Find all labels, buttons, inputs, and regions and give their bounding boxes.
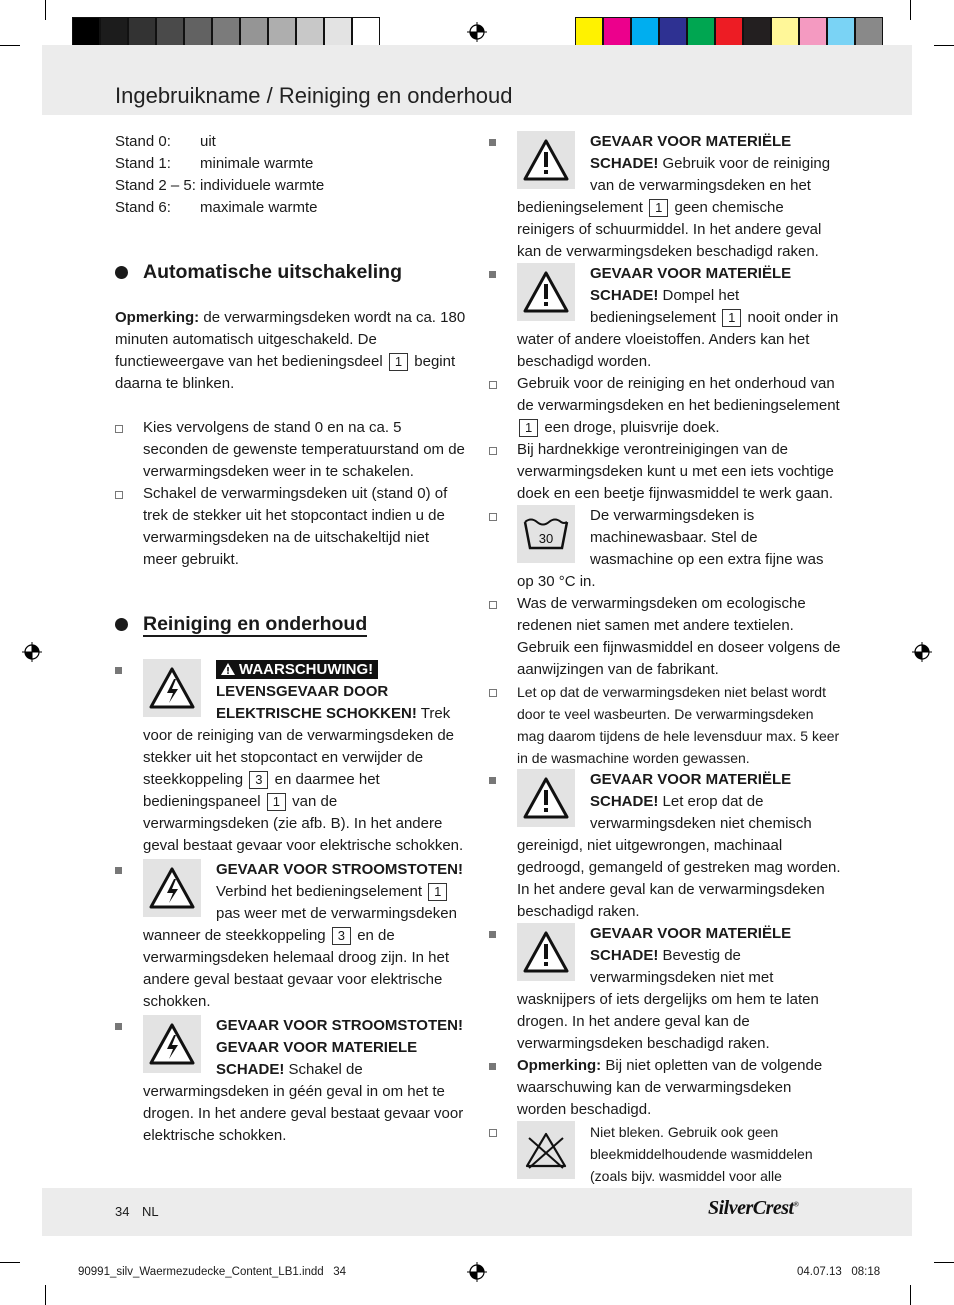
- crop-mark: [45, 1285, 46, 1305]
- warning-item: GEVAAR VOOR MATERIËLE SCHADE! Dompel het bedieningselement 1 nooit onder in water of andere vloeistoffen. Anders kan het beschadigd worden.: [489, 263, 841, 373]
- color-swatch: [575, 17, 603, 47]
- caution-warning-icon: [517, 923, 575, 981]
- checkbox-bullet-icon: [489, 1129, 497, 1137]
- right-column: [489, 131, 841, 1209]
- bullet-dot-icon: [115, 618, 128, 631]
- checkbox-bullet-icon: [489, 447, 497, 455]
- ref-number: 1: [267, 793, 286, 811]
- crop-mark: [0, 1262, 20, 1263]
- color-swatch: [324, 17, 352, 47]
- color-swatch: [855, 17, 883, 47]
- list-item: Bij hardnekkige verontreinigingen van de verwarmingsdeken kunt u met een iets vochtige doek en een beetje fijnwasmiddel te werk gaan.: [489, 439, 841, 505]
- list-item: Kies vervolgens de stand 0 en na ca. 5 seconden de gewenste temperatuurstand om de verwarmingsdeken weer in te schakelen.: [115, 417, 467, 483]
- color-swatch: [184, 17, 212, 47]
- auto-note: Opmerking: de verwarmingsdeken wordt na ca. 180 minuten automatisch uitgeschakeld. De functieweergave van het bedieningsdeel 1 begint daarna te blinken.: [115, 309, 466, 392]
- color-swatch: [659, 17, 687, 47]
- stand-value: minimale warmte: [200, 155, 314, 172]
- list-item: Let op dat de verwarmingsdeken niet belast wordt door te veel wasbeurten. De verwarmingsdeken mag daarom tijdens de hele levensduur max. 5 keer in de wasmachine worden gewassen.: [489, 681, 841, 769]
- stand-key: Stand 2 – 5:: [115, 177, 196, 194]
- color-swatch: [631, 17, 659, 47]
- square-bullet-icon: [115, 667, 122, 674]
- warning-item: GEVAAR VOOR MATERIËLE SCHADE! Gebruik voor de reiniging van de verwarmingsdeken en het bedieningselement 1 geen chemische reinigers of schuurmiddel. In het andere geval kan de verwarmingsdeken beschadigd raken.: [489, 131, 841, 263]
- ref-number: 1: [519, 419, 538, 437]
- color-swatch: [296, 17, 324, 47]
- ref-number: 1: [649, 199, 668, 217]
- list-item: Was de verwarmingsdeken om ecologische redenen niet samen met andere textielen. Gebruik een fijnwasmiddel en doseer volgens de aanwijzingen van de fabrikant.: [489, 593, 841, 681]
- file-info: 90991_silv_Waermezudecke_Content_LB1.indd 34: [78, 1266, 347, 1278]
- page-number: 34: [115, 1204, 130, 1219]
- checkbox-bullet-icon: [115, 491, 123, 499]
- brand-logo: SilverCrest®: [708, 1197, 799, 1219]
- color-swatch: [156, 17, 184, 47]
- warning-item: GEVAAR VOOR MATERIËLE SCHADE! Bevestig de verwarmingsdeken niet met wasknijpers of iets dergelijks om hem te laten drogen. In het andere geval kan de verwarmingsdeken beschadigd raken.: [489, 923, 841, 1055]
- stand-list: [115, 131, 467, 219]
- registration-mark-icon: [467, 22, 487, 42]
- caution-warning-icon: [517, 131, 575, 189]
- warning-item: GEVAAR VOOR STROOMSTOTEN! Verbind het bedieningselement 1 pas weer met de verwarmingsdeken wanneer de steekkoppeling 3 en de verwarmingsdeken helemaal droog zijn. In het andere geval bestaat gevaar voor elektrische schokken.: [115, 859, 467, 1013]
- stand-value: individuele warmte: [200, 177, 325, 194]
- list-item: Gebruik voor de reiniging en het onderhoud van de verwarmingsdeken en het bedieningselement 1 een droge, pluisvrije doek.: [489, 373, 841, 439]
- warning-item: GEVAAR VOOR MATERIËLE SCHADE! Let erop dat de verwarmingsdeken niet chemisch gereinigd, niet uitgewrongen, machinaal gedroogd, gemangeld of gestreken mag worden. In het andere geval kan de verwarmingsdeken beschadigd raken.: [489, 769, 841, 923]
- print-date: 04.07.13 08:18: [797, 1266, 881, 1278]
- color-swatch: [212, 17, 240, 47]
- square-bullet-icon: [489, 931, 496, 938]
- color-swatch: [352, 17, 380, 47]
- square-bullet-icon: [489, 139, 496, 146]
- color-swatch: [72, 17, 100, 47]
- color-swatch: [240, 17, 268, 47]
- color-swatch: [268, 17, 296, 47]
- language-code: NL: [142, 1204, 159, 1219]
- electric-shock-warning-icon: [143, 859, 201, 917]
- stand-key: Stand 1:: [115, 155, 171, 172]
- color-swatch: [743, 17, 771, 47]
- stand-value: uit: [200, 133, 216, 150]
- list-item: 30 De verwarmingsdeken is machinewasbaar. Stel de wasmachine op een extra fijne was op 30 °C in.: [489, 505, 841, 593]
- page-title: Ingebruikname / Reiniging en onderhoud: [115, 83, 513, 108]
- left-column: [115, 131, 467, 1147]
- list-item: Schakel de verwarmingsdeken uit (stand 0) of trek de stekker uit het stopcontact indien u de verwarmingsdeken na de uitschakeltijd niet meer gebruikt.: [115, 483, 467, 571]
- registration-mark-icon: [22, 642, 42, 662]
- square-bullet-icon: [115, 1023, 122, 1030]
- color-swatch: [687, 17, 715, 47]
- color-swatch: [603, 17, 631, 47]
- crop-mark: [910, 0, 911, 20]
- electric-shock-warning-icon: [143, 659, 201, 717]
- color-swatch: [715, 17, 743, 47]
- square-bullet-icon: [489, 271, 496, 278]
- electric-shock-warning-icon: [143, 1015, 201, 1073]
- svg-text:30: 30: [538, 531, 554, 546]
- color-swatch: [100, 17, 128, 47]
- warning-item: WAARSCHUWING! LEVENSGEVAAR DOOR ELEKTRISCHE SCHOKKEN! Trek voor de reiniging van de verwarmingsdeken de stekker uit het stopcontact en verwijder de steekkoppeling 3 en daarmee het bedieningspaneel 1 van de verwarmingsdeken (zie afb. B). In het andere geval bestaat gevaar voor elektrische schokken.: [115, 659, 467, 857]
- checkbox-bullet-icon: [489, 601, 497, 609]
- color-swatch: [771, 17, 799, 47]
- section-heading-auto: Automatische uitschakeling: [115, 259, 467, 285]
- warning-label: WAARSCHUWING!: [216, 660, 378, 679]
- warning-item: GEVAAR VOOR STROOMSTOTEN! GEVAAR VOOR MATERIELE SCHADE! Schakel de verwarmingsdeken in géén geval in om het te drogen. In het andere geval bestaat gevaar voor elektrische schokken.: [115, 1015, 467, 1147]
- registration-mark-icon: [467, 1262, 487, 1282]
- caution-warning-icon: [517, 263, 575, 321]
- no-bleach-icon: [517, 1121, 575, 1179]
- ref-number: 1: [722, 309, 741, 327]
- stand-key: Stand 6:: [115, 199, 171, 216]
- checkbox-bullet-icon: [115, 425, 123, 433]
- ref-number: 3: [332, 927, 351, 945]
- crop-mark: [45, 0, 46, 20]
- color-swatch: [827, 17, 855, 47]
- list-item: Niet bleken. Gebruik ook geen bleekmiddelhoudende wasmiddelen (zoals bijv. wasmiddel voor alle: [489, 1121, 841, 1209]
- stand-row: [115, 197, 467, 219]
- stand-row: [115, 131, 467, 153]
- crop-mark: [0, 45, 20, 46]
- checkbox-bullet-icon: [489, 689, 497, 697]
- color-swatch: [799, 17, 827, 47]
- list-item: Opmerking: Bij niet opletten van de volgende waarschuwing kan de verwarmingsdeken worden beschadigd.: [489, 1055, 841, 1121]
- caution-warning-icon: [517, 769, 575, 827]
- square-bullet-icon: [489, 1063, 496, 1070]
- square-bullet-icon: [489, 777, 496, 784]
- ref-number: 3: [249, 771, 268, 789]
- stand-row: [115, 175, 467, 197]
- crop-mark: [910, 1285, 911, 1305]
- stand-row: [115, 153, 467, 175]
- stand-key: Stand 0:: [115, 133, 171, 150]
- crop-mark: [934, 45, 954, 46]
- stand-value: maximale warmte: [200, 199, 318, 216]
- section-heading-cleaning: Reiniging en onderhoud: [115, 611, 467, 637]
- checkbox-bullet-icon: [489, 381, 497, 389]
- crop-mark: [934, 1262, 954, 1263]
- bullet-dot-icon: [115, 266, 128, 279]
- square-bullet-icon: [115, 867, 122, 874]
- ref-number: 1: [389, 353, 408, 371]
- registration-mark-icon: [912, 642, 932, 662]
- ref-number: 1: [428, 883, 447, 901]
- wash-30-icon: [517, 505, 575, 563]
- checkbox-bullet-icon: [489, 513, 497, 521]
- color-swatch: [128, 17, 156, 47]
